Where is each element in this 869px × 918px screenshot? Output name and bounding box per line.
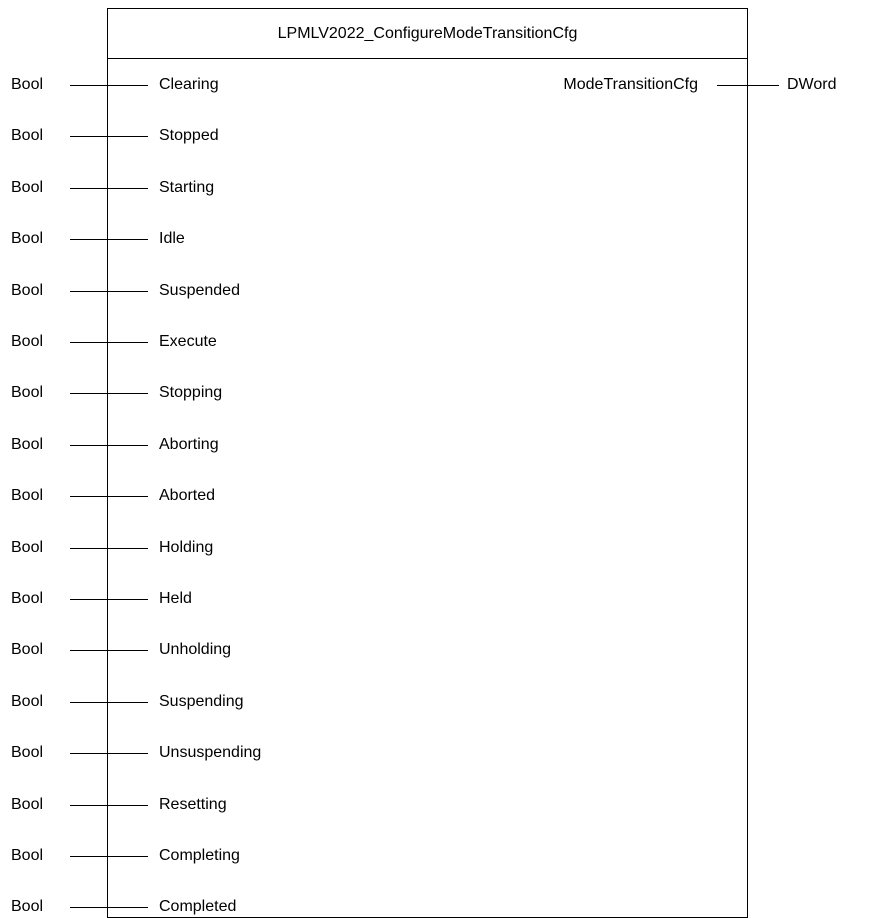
input-pin-name: Idle	[159, 230, 185, 248]
input-pin-type: Bool	[11, 281, 44, 299]
input-pin-type: Bool	[11, 435, 44, 453]
input-pin-name: Unsuspending	[159, 744, 262, 762]
input-pin-type: Bool	[11, 178, 44, 196]
input-wire	[70, 136, 148, 137]
output-wire	[717, 85, 779, 86]
input-wire	[70, 342, 148, 343]
input-wire	[70, 650, 148, 651]
block-title: LPMLV2022_ConfigureModeTransitionCfg	[108, 9, 747, 59]
input-pin-name: Starting	[159, 178, 215, 196]
input-pin-row	[0, 692, 869, 712]
input-pin-name: Completing	[159, 847, 240, 864]
input-pin-row	[0, 743, 869, 763]
input-pin-row	[0, 126, 869, 146]
input-wire	[70, 548, 148, 549]
input-pin-row	[0, 178, 869, 198]
input-wire	[70, 753, 148, 754]
input-pin-row	[0, 640, 869, 660]
input-wire	[70, 907, 148, 908]
input-pin-type: Bool	[11, 333, 44, 350]
input-pin-type: Bool	[11, 76, 44, 93]
input-wire	[70, 496, 148, 497]
input-pin-name: Holding	[159, 538, 214, 556]
input-pin-name: Stopping	[159, 384, 223, 402]
input-wire	[70, 856, 148, 857]
input-pin-row	[0, 435, 869, 455]
output-pin-row	[0, 75, 869, 95]
input-wire	[70, 805, 148, 806]
output-pin-type: DWord	[787, 76, 837, 93]
input-pin-name: Held	[159, 590, 192, 607]
input-pin-row	[0, 897, 869, 917]
input-pin-type: Bool	[11, 692, 44, 710]
input-pin-row	[0, 538, 869, 558]
input-wire	[70, 599, 148, 600]
input-pin-name: Completed	[159, 898, 237, 916]
input-pin-type: Bool	[11, 538, 44, 556]
input-pin-row	[0, 281, 869, 301]
input-pin-name: Unholding	[159, 641, 232, 659]
input-pin-name: Clearing	[159, 76, 219, 93]
input-pin-type: Bool	[11, 641, 44, 659]
input-wire	[70, 702, 148, 703]
input-wire	[70, 188, 148, 189]
input-wire	[70, 393, 148, 394]
input-pin-row	[0, 383, 869, 403]
input-wire	[70, 291, 148, 292]
input-pin-row	[0, 846, 869, 866]
input-wire	[70, 239, 148, 240]
input-pin-name: Suspending	[159, 692, 244, 710]
input-wire	[70, 445, 148, 446]
input-pin-type: Bool	[11, 898, 44, 916]
input-pin-name: Aborted	[159, 487, 216, 505]
input-pin-row	[0, 795, 869, 815]
input-pin-name: Suspended	[159, 281, 240, 299]
input-pin-row	[0, 589, 869, 609]
input-pin-type: Bool	[11, 230, 44, 248]
input-pin-type: Bool	[11, 795, 44, 813]
output-pin-name: ModeTransitionCfg	[563, 76, 698, 93]
input-pin-type: Bool	[11, 847, 44, 864]
input-pin-name: Execute	[159, 333, 217, 350]
input-pin-type: Bool	[11, 487, 44, 505]
input-pin-name: Aborting	[159, 435, 219, 453]
input-pin-row	[0, 229, 869, 249]
input-pin-type: Bool	[11, 590, 44, 607]
input-pin-name: Stopped	[159, 127, 219, 145]
input-pin-type: Bool	[11, 384, 44, 402]
input-pin-row	[0, 332, 869, 352]
input-pin-row	[0, 486, 869, 506]
input-pin-name: Resetting	[159, 795, 227, 813]
input-pin-type: Bool	[11, 127, 44, 145]
input-pin-type: Bool	[11, 744, 44, 762]
